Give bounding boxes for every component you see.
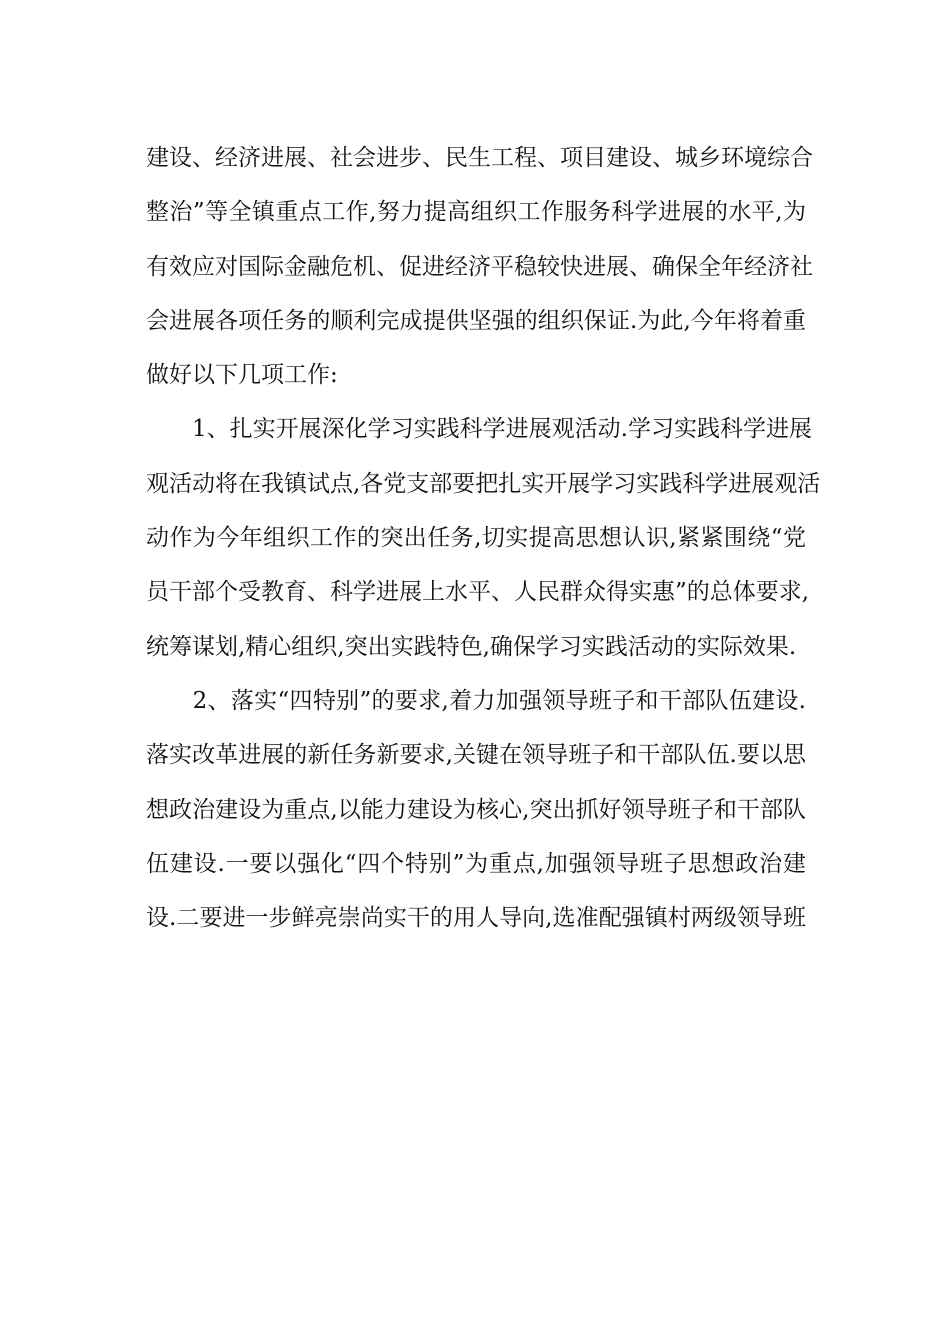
text-line: 设.二要进一步鲜亮崇尚实干的用人导向,选准配强镇村两级领导班 xyxy=(146,905,806,932)
text-line: 整治”等全镇重点工作,努力提高组织工作服务科学进展的水平,为 xyxy=(146,199,806,226)
text-line: 想政治建设为重点,以能力建设为核心,突出抓好领导班子和干部队 xyxy=(146,796,806,823)
text-line: 动作为今年组织工作的突出任务,切实提高思想认识,紧紧围绕“党 xyxy=(146,525,806,552)
text-line-item-1-start: 1、扎实开展深化学习实践科学进展观活动.学习实践科学进展 xyxy=(146,416,812,443)
text-line: 观活动将在我镇试点,各党支部要把扎实开展学习实践科学进展观活 xyxy=(146,470,821,497)
text-line: 伍建设.一要以强化“四个特别”为重点,加强领导班子思想政治建 xyxy=(146,850,806,877)
text-line: 落实改革进展的新任务新要求,关键在领导班子和干部队伍.要以思 xyxy=(146,742,806,769)
text-line-paragraph-end: 统筹谋划,精心组织,突出实践特色,确保学习实践活动的实际效果. xyxy=(146,633,797,660)
text-line-paragraph-end: 做好以下几项工作: xyxy=(146,362,338,389)
text-line: 有效应对国际金融危机、促进经济平稳较快进展、确保全年经济社 xyxy=(146,253,813,280)
body-text xyxy=(146,131,821,945)
text-line: 员干部个受教育、科学进展上水平、人民群众得实惠”的总体要求, xyxy=(146,579,810,606)
text-line: 会进展各项任务的顺利完成提供坚强的组织保证.为此,今年将着重 xyxy=(146,307,806,334)
text-line: 建设、经济进展、社会进步、民生工程、项目建设、城乡环境综合 xyxy=(146,145,813,171)
text-line-item-2-start: 2、落实“四特别”的要求,着力加强领导班子和干部队伍建设. xyxy=(146,687,806,714)
